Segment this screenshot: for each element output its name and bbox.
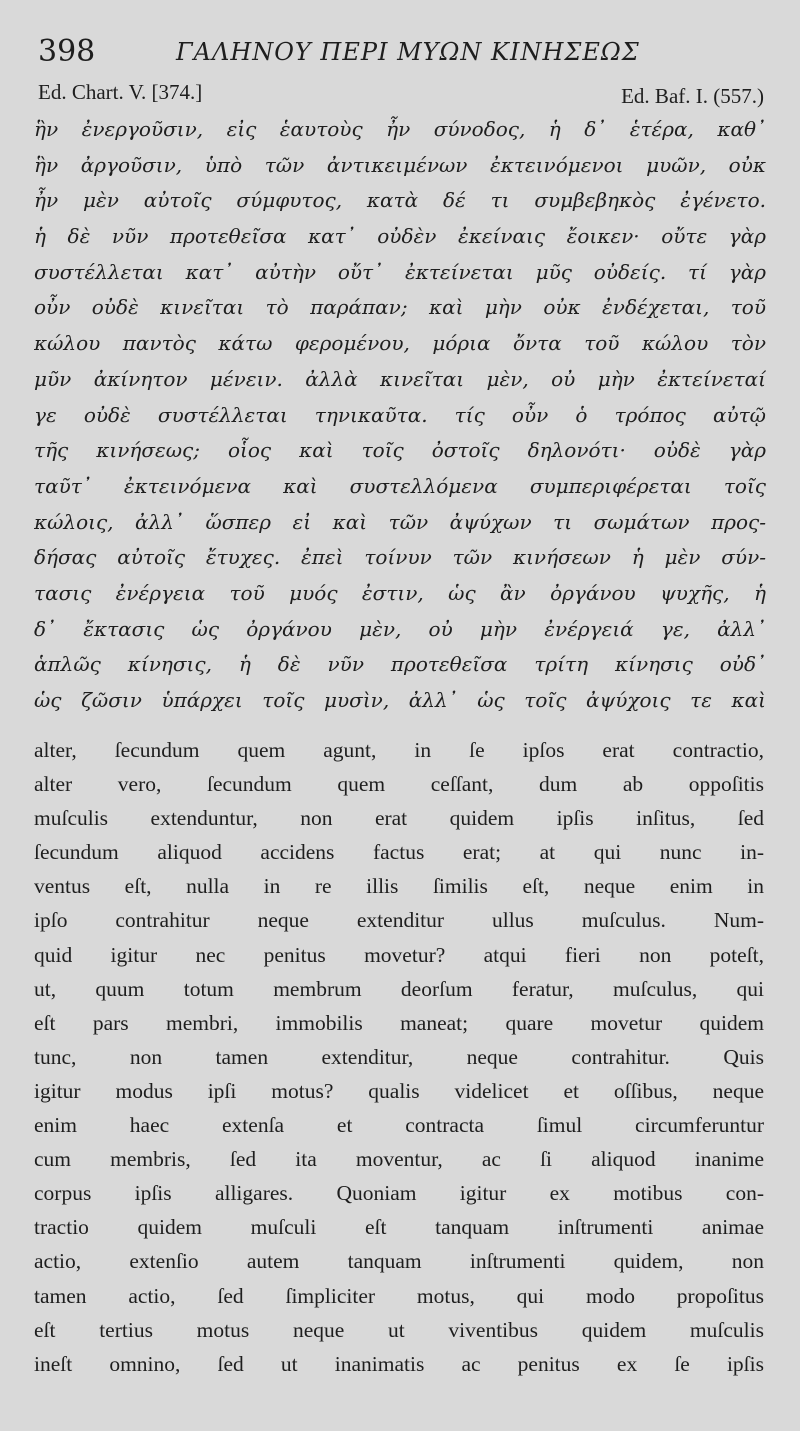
greek-line: γε οὐδὲ συστέλλεται τηνικαῦτα. τίς οὖν ὁ τρόπος αὐτῷ <box>34 402 766 427</box>
greek-line: ἦν μὲν αὐτοῖς σύμφυτος, κατὰ δέ τι συμβεβηκὸς ἐγένετο. <box>34 188 766 213</box>
greek-line: ἁπλῶς κίνησις, ἡ δὲ νῦν προτεθεῖσα τρίτη κίνησις οὐδ᾽ <box>34 652 766 677</box>
latin-text-block <box>34 733 764 1381</box>
running-title: ΓΑΛΗΝΟΥ ΠΕΡΙ ΜΥΩΝ ΚΙΝΗΣΕΩΣ <box>176 38 640 66</box>
latin-line: ut, quum totum membrum deorſum feratur, muſculus, qui <box>34 976 764 1001</box>
greek-line: δ᾽ ἔκτασις ὡς ὀργάνου μὲν, οὐ μὴν ἐνέργειά γε, ἀλλ᾽ <box>34 616 766 641</box>
greek-line: συστέλλεται κατ᾽ αὐτὴν οὔτ᾽ ἐκτείνεται μῦς οὐδείς. τί γὰρ <box>34 259 766 284</box>
latin-line: ventus eſt, nulla in re illis ſimilis eſt, neque enim in <box>34 874 764 899</box>
greek-line: ἣν ἀργοῦσιν, ὑπὸ τῶν ἀντικειμένων ἐκτεινόμενοι μυῶν, οὐκ <box>34 152 766 177</box>
latin-line: eſt tertius motus neque ut viventibus quidem muſculis <box>34 1317 764 1342</box>
greek-line: κώλοις, ἀλλ᾽ ὥσπερ εἰ καὶ τῶν ἀψύχων τι σωμάτων προς- <box>34 509 766 534</box>
latin-line: alter, ſecundum quem agunt, in ſe ipſos erat contractio, <box>34 738 764 762</box>
latin-line: cum membris, ſed ita moventur, ac ſi aliquod inanime <box>34 1147 764 1172</box>
latin-line: ineſt omnino, ſed ut inanimatis ac penitus ex ſe ipſis <box>34 1351 764 1376</box>
greek-line: τασις ἐνέργεια τοῦ μυός ἐστιν, ὡς ἂν ὀργάνου ψυχῆς, ἡ <box>34 580 766 605</box>
latin-line: ipſo contrahitur neque extenditur ullus muſculus. Num- <box>34 908 764 933</box>
greek-line: ἣν ἐνεργοῦσιν, εἰς ἑαυτοὺς ἦν σύνοδος, ἡ δ᾽ ἑτέρα, καθ᾽ <box>34 117 766 141</box>
latin-line: actio, extenſio autem tanquam inſtrumenti quidem, non <box>34 1249 764 1274</box>
latin-line: ſecundum aliquod accidens factus erat; at qui nunc in- <box>34 840 764 865</box>
latin-line: quid igitur nec penitus movetur? atqui fieri non poteſt, <box>34 942 764 967</box>
greek-line: ὡς ζῶσιν ὑπάρχει τοῖς μυσὶν, ἀλλ᾽ ὡς τοῖς ἀψύχοις τε καὶ <box>34 688 766 712</box>
greek-line: ταῦτ᾽ ἐκτεινόμενα καὶ συστελλόμενα συμπεριφέρεται τοῖς <box>34 473 766 498</box>
greek-line: τῆς κινήσεως; οἷος καὶ τοῖς ὀστοῖς δηλονότι· οὐδὲ γὰρ <box>34 438 766 463</box>
latin-line: alter vero, ſecundum quem ceſſant, dum ab oppoſitis <box>34 772 764 797</box>
greek-line: δήσας αὐτοῖς ἔτυχες. ἐπεὶ τοίνυν τῶν κινήσεων ἡ μὲν σύν- <box>34 545 766 570</box>
page-number: 398 <box>38 34 96 69</box>
latin-line: igitur modus ipſi motus? qualis videlicet et oſſibus, neque <box>34 1078 764 1103</box>
greek-line: κώλου παντὸς κάτω φερομένου, μόρια ὄντα τοῦ κώλου τὸν <box>34 331 766 356</box>
latin-line: tractio quidem muſculi eſt tanquam inſtrumenti animae <box>34 1215 764 1240</box>
greek-line: οὖν οὐδὲ κινεῖται τὸ παράπαν; καὶ μὴν οὐκ ἐνδέχεται, τοῦ <box>34 295 766 320</box>
edition-reference-right: Ed. Baf. I. (557.) <box>621 84 764 108</box>
latin-line: tamen actio, ſed ſimpliciter motus, qui modo propoſitus <box>34 1283 764 1308</box>
latin-line: tunc, non tamen extenditur, neque contrahitur. Quis <box>34 1044 764 1069</box>
latin-line: corpus ipſis alligares. Quoniam igitur ex motibus con- <box>34 1181 764 1206</box>
latin-line: muſculis extenduntur, non erat quidem ipſis inſitus, ſed <box>34 806 764 831</box>
greek-text-block <box>34 112 766 719</box>
greek-line: μῦν ἀκίνητον μένειν. ἀλλὰ κινεῖται μὲν, οὐ μὴν ἐκτείνεταί <box>34 366 766 391</box>
greek-line: ἡ δὲ νῦν προτεθεῖσα κατ᾽ οὐδὲν ἐκείναις ἔοικεν· οὔτε γὰρ <box>34 224 766 249</box>
edition-reference-left: Ed. Chart. V. [374.] <box>38 80 203 104</box>
latin-line: enim haec extenſa et contracta ſimul circumferuntur <box>34 1113 764 1138</box>
latin-line: eſt pars membri, immobilis maneat; quare movetur quidem <box>34 1010 764 1035</box>
